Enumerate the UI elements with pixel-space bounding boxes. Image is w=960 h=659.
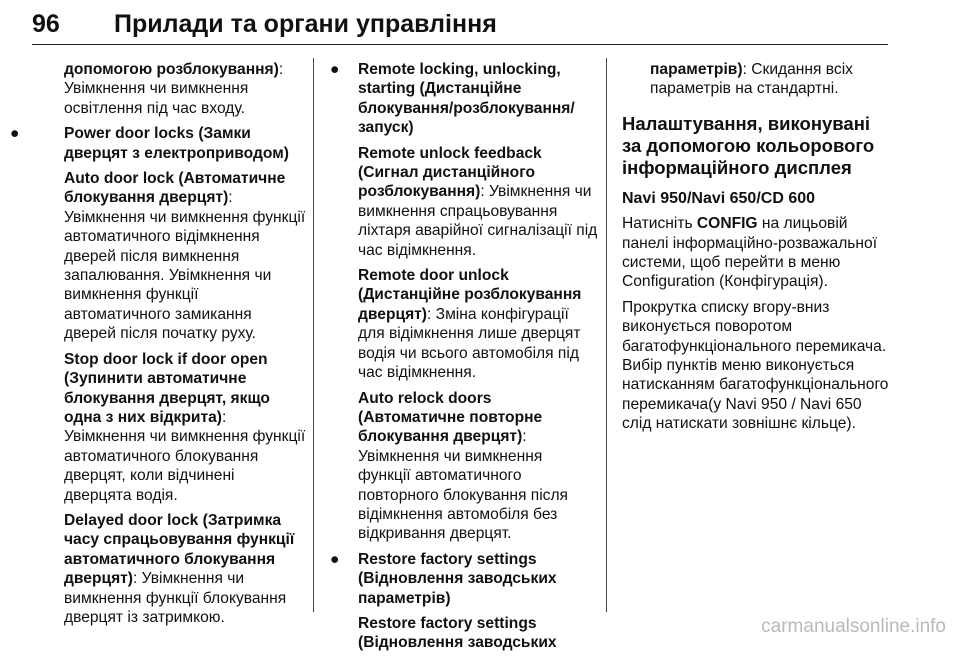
description: : Зміна конфігурації для відімкнення лише дверцят водія чи всього автомобіля під час відімкнення. bbox=[358, 305, 581, 382]
bullet-item bbox=[330, 60, 598, 138]
bullet-icon: ● bbox=[10, 125, 20, 143]
bullet-title: Restore factory settings (Відновлення заводських параметрів) bbox=[358, 550, 557, 607]
term: Delayed door lock (Затримка часу спрацьовування функції автоматичного блокування дверцят) bbox=[64, 511, 295, 588]
page-number: 96 bbox=[32, 10, 60, 38]
term: Remote unlock feedback (Сигнал дистанційного розблокування) bbox=[358, 144, 542, 201]
bullet-title: Remote locking, unlocking, starting (Дистанційне блокування/розблокування/запуск) bbox=[358, 61, 575, 137]
column-3 bbox=[622, 60, 892, 440]
paragraph bbox=[36, 511, 306, 627]
column-2 bbox=[330, 60, 598, 659]
watermark: carmanualsonline.info bbox=[761, 616, 946, 637]
bullet-item bbox=[330, 550, 598, 608]
paragraph bbox=[36, 350, 306, 505]
term: Auto relock doors (Автоматичне повторне блокування дверцят) bbox=[358, 389, 543, 446]
paragraph: Прокрутка списку вгору-вниз виконується поворотом багатофункціонального перемикача. Вибір пунктів меню виконується натисканням багатофункціонального перемикача(у Navi 950 / Navi 650 слід натискати зовнішнє кільце). bbox=[622, 298, 889, 433]
paragraph bbox=[330, 614, 598, 653]
term: допомогою розблокування) bbox=[64, 61, 279, 78]
description: : Увімкнення чи вимкнення функції автоматичного відімкнення дверей після вимкнення запалювання. Увімкнення чи вимкнення функції автоматичного замикання дверей після початку руху. bbox=[64, 189, 306, 343]
paragraph bbox=[330, 266, 598, 382]
paragraph bbox=[330, 144, 598, 260]
text: Натисніть bbox=[622, 215, 697, 233]
term: Stop door lock if door open (Зупинити автоматичне блокування дверцят, якщо одна з них відкрита) bbox=[64, 350, 270, 426]
description: : Увімкнення чи вимкнення спрацьовування ліхтаря аварійної сигналізації під час відімкнення. bbox=[358, 183, 598, 259]
paragraph bbox=[622, 214, 892, 292]
config-button-label: CONFIG bbox=[696, 215, 758, 233]
description: : Увімкнення чи вимкнення функції автоматичного блокування дверцят, коли відчинені дверцята водія. bbox=[64, 408, 306, 504]
column-divider bbox=[313, 58, 314, 612]
column-1 bbox=[10, 60, 306, 633]
bullet-title: Power door locks (Замки дверцят з електроприводом) bbox=[64, 125, 289, 162]
term: Restore factory settings (Відновлення заводських bbox=[358, 614, 557, 652]
text: на лицьовій панелі інформаційно-розважальної системи, щоб перейти в меню Configuration (Конфігурація). bbox=[622, 215, 878, 291]
section-heading: Налаштування, виконувані за допомогою кольорового інформаційного дисплея bbox=[622, 112, 875, 178]
term: Auto door lock (Автоматичне блокування дверцят) bbox=[64, 170, 286, 207]
page-header bbox=[32, 4, 888, 45]
paragraph bbox=[622, 60, 892, 99]
description: : Скидання всіх параметрів на стандартні. bbox=[650, 61, 853, 98]
description: : Увімкнення чи вимкнення функції автоматичного повторного блокування після відімкнення автомобіля без відкривання дверцят. bbox=[358, 428, 569, 543]
term: Remote door unlock (Дистанційне розблокування дверцят) bbox=[358, 267, 582, 323]
paragraph bbox=[36, 60, 306, 118]
description: : Увімкнення чи вимкнення освітлення під час входу. bbox=[64, 61, 284, 117]
bullet-item bbox=[10, 124, 306, 163]
subheading: Navi 950/Navi 650/CD 600 bbox=[622, 189, 816, 207]
term: параметрів) bbox=[650, 61, 743, 78]
description: : Увімкнення чи вимкнення функції блокування дверцят із затримкою. bbox=[64, 570, 287, 626]
paragraph bbox=[330, 389, 598, 544]
paragraph bbox=[36, 169, 306, 344]
bullet-icon: ● bbox=[330, 550, 340, 568]
bullet-icon: ● bbox=[330, 61, 340, 78]
page-title: Прилади та органи управління bbox=[114, 10, 497, 38]
column-divider bbox=[606, 58, 607, 612]
